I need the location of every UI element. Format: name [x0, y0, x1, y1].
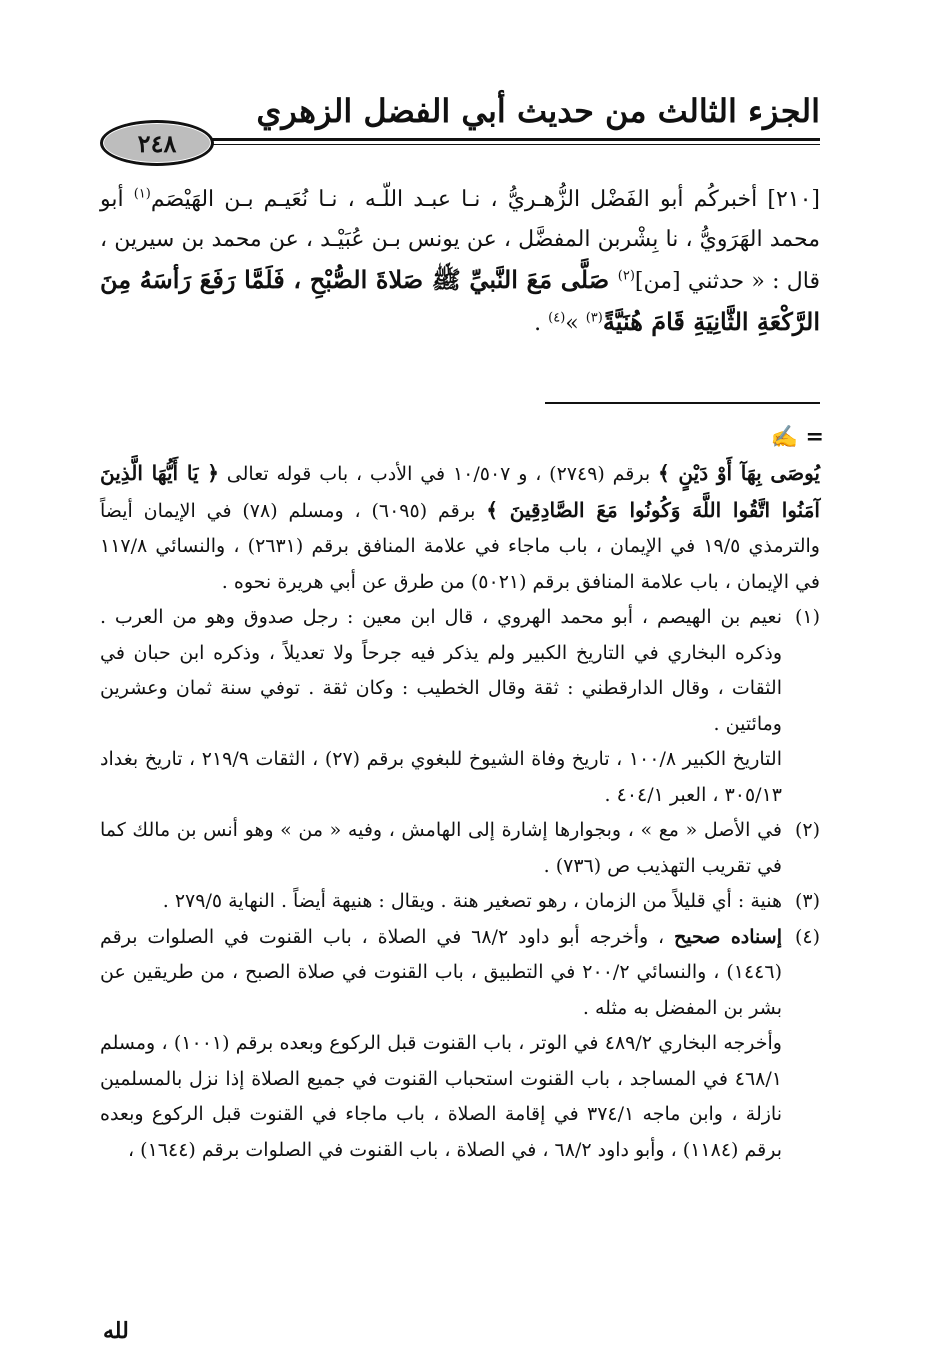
hadith-bracket-open: [ — [811, 187, 820, 212]
isnad-grade: إسناده صحيح — [674, 925, 782, 948]
verse-quote: ﴿ يَا أَيُّهَا الَّذِينَ آمَنُوا اتَّقُوا اللَّهَ وَكُونُوا مَعَ الصَّادِقِينَ ﴾ — [100, 461, 820, 522]
hadith-isnad-part-1: أخبركُم أبو الفَضْل الزُّهـريُّ ، نـا عبـد اللّـه ، نـا نُعَيـم بـن الهَيْصَم — [150, 187, 768, 212]
continuation-line: تعالى — [218, 463, 269, 485]
footnote-body — [100, 920, 782, 1169]
hadith-isnad-part-2: أبو محمد الهَرَويُّ ، نا بِشْربن المفضَّل ، عن يونس بـن عُبَيْـد ، عن محمد بن سيرين ، قال : « حدثني [من] — [100, 187, 820, 294]
footnote-paragraph: وأخرجه البخاري ٤٨٩/٢ في الوتر ، باب القنوت قبل الركوع وبعده برقم (١٠٠١) ، ومسلم ٤٦٨/١ في المساجد ، باب القنوت استحباب القنوت في جميع الصلاة إذا نزل بالمسلمين نازلة ، وابن ماجه ٣٧٤/١ في إقامة الصلاة ، باب ماجاء في القنوت قبل الركوع وبعده برقم (١١٨٤) ، وأبو داود ٦٨/٢ ، في الصلاة ، باب القنوت في الصلوات برقم (١٦٤٤) ، — [100, 1032, 783, 1161]
footnotes-section — [100, 456, 820, 1168]
footnote-ref-1: (١) — [133, 186, 151, 202]
footnote-number: (١) — [794, 606, 820, 628]
footnote-paragraph: نعيم بن الهيصم ، أبو محمد الهروي ، قال ابن معين : رجل صدوق وهو من العرب . وذكره البخاري في التاريخ الكبير ولم يذكر فيه جرحاً ولا تعديلاً ، وذكره ابن حبان في الثقات ، وقال الدارقطني : ثقة وقال الخطيب : وكان ثقة . توفي سنة ثمان وعشرين ومائتين . — [100, 606, 782, 735]
hadith-bracket-close: ] — [767, 187, 776, 212]
continuation-line: (٦٠٩٥) ، ومسلم (٧٨) في الإيمان أيضاً والترمذي ١٩/٥ في الإيمان ، — [100, 499, 820, 557]
footnote-body — [100, 600, 782, 813]
hadith-quote-close: » — [565, 311, 586, 336]
hadith-matn: صَلَّى مَعَ النَّبيِّ ﷺ صَلاةَ الصُّبْحِ ، فَلَمَّا رَفَعَ رَأسَهُ مِنَ الرَّكْعَةِ الثَّانِيَةِ قَامَ هُنَيَّةً — [100, 265, 820, 336]
hadith-number: ٢١٠ — [775, 187, 812, 212]
footnote-ref-2: (٢) — [617, 268, 635, 284]
hadith-text — [100, 180, 820, 344]
continuation-line: باب علامة المنافق برقم (٥٠٢١) من طرق عن أبي هريرة نحوه . — [221, 570, 719, 593]
footnote-text: ، وأخرجه أبو داود ٦٨/٢ في الصلاة ، باب القنوت في الصلوات برقم (١٤٤٦) ، والنسائي ٢٠٠/٢ في التطبيق ، باب القنوت في صلاة الصبح ، من طريقين عن بشر بن المفضل به مثله . — [100, 925, 782, 1019]
header-rule — [205, 138, 820, 141]
hadith-end: . — [534, 311, 549, 336]
footnote-separator — [545, 402, 820, 404]
footnote-number: (٣) — [794, 890, 820, 912]
footnote-ref-4: (٤) — [548, 310, 566, 326]
continuation-mark: = ✍ — [770, 424, 824, 450]
footnote-body — [100, 884, 782, 920]
footnote-paragraph: التاريخ الكبير ١٠٠/٨ ، تاريخ وفاة الشيوخ للبغوي برقم (٢٧) ، الثقات ٢١٩/٩ ، تاريخ بغداد ٣٠٥/١٣ ، العبر ٤٠٤/١ . — [100, 748, 782, 806]
footnote-4 — [100, 920, 820, 1169]
continuation-line: برقم — [437, 499, 487, 522]
footnote-body — [100, 813, 782, 884]
footnote-paragraph — [100, 920, 782, 1027]
footnote-continuation — [100, 456, 820, 600]
footnote-number: (٢) — [794, 819, 820, 841]
footnote-3 — [100, 884, 820, 920]
running-title: الجزء الثالث من حديث أبي الفضل الزهري — [256, 92, 820, 130]
page-number: ٢٤٨ — [137, 128, 177, 158]
header-rule-thin — [205, 144, 820, 145]
footnote-ref-3: (٣) — [585, 310, 603, 326]
footnote-paragraph: في الأصل « مع » ، وبجوارها إشارة إلى الهامش ، وفيه « من » وهو أنس بن مالك كما في تقريب التهذيب ص (٧٣٦) . — [100, 819, 782, 877]
page-end-mark: لله — [103, 1318, 129, 1344]
continuation-line: برقم (٢٧٤٩) ، و ١٠/٥٠٧ في الأدب ، باب قوله — [276, 463, 658, 485]
continuation-line: باب ماجاء في علامة المنافق برقم (٢٦٣١) ، والنسائي ١١٧/٨ في الإيمان ، — [100, 535, 820, 593]
footnote-1 — [100, 600, 820, 813]
footnote-number: (٤) — [794, 925, 820, 948]
footnote-paragraph: هنية : أي قليلاً من الزمان ، رهو تصغير هنة . ويقال : هنيهة أيضاً . النهاية ٢٧٩/٥ . — [162, 890, 782, 912]
page-header — [100, 92, 820, 172]
page-number-badge — [100, 120, 214, 166]
footnote-2 — [100, 813, 820, 884]
verse-fragment: يُوصَى بِهَآ أَوْ دَيْنٍ ﴾ — [657, 461, 820, 485]
